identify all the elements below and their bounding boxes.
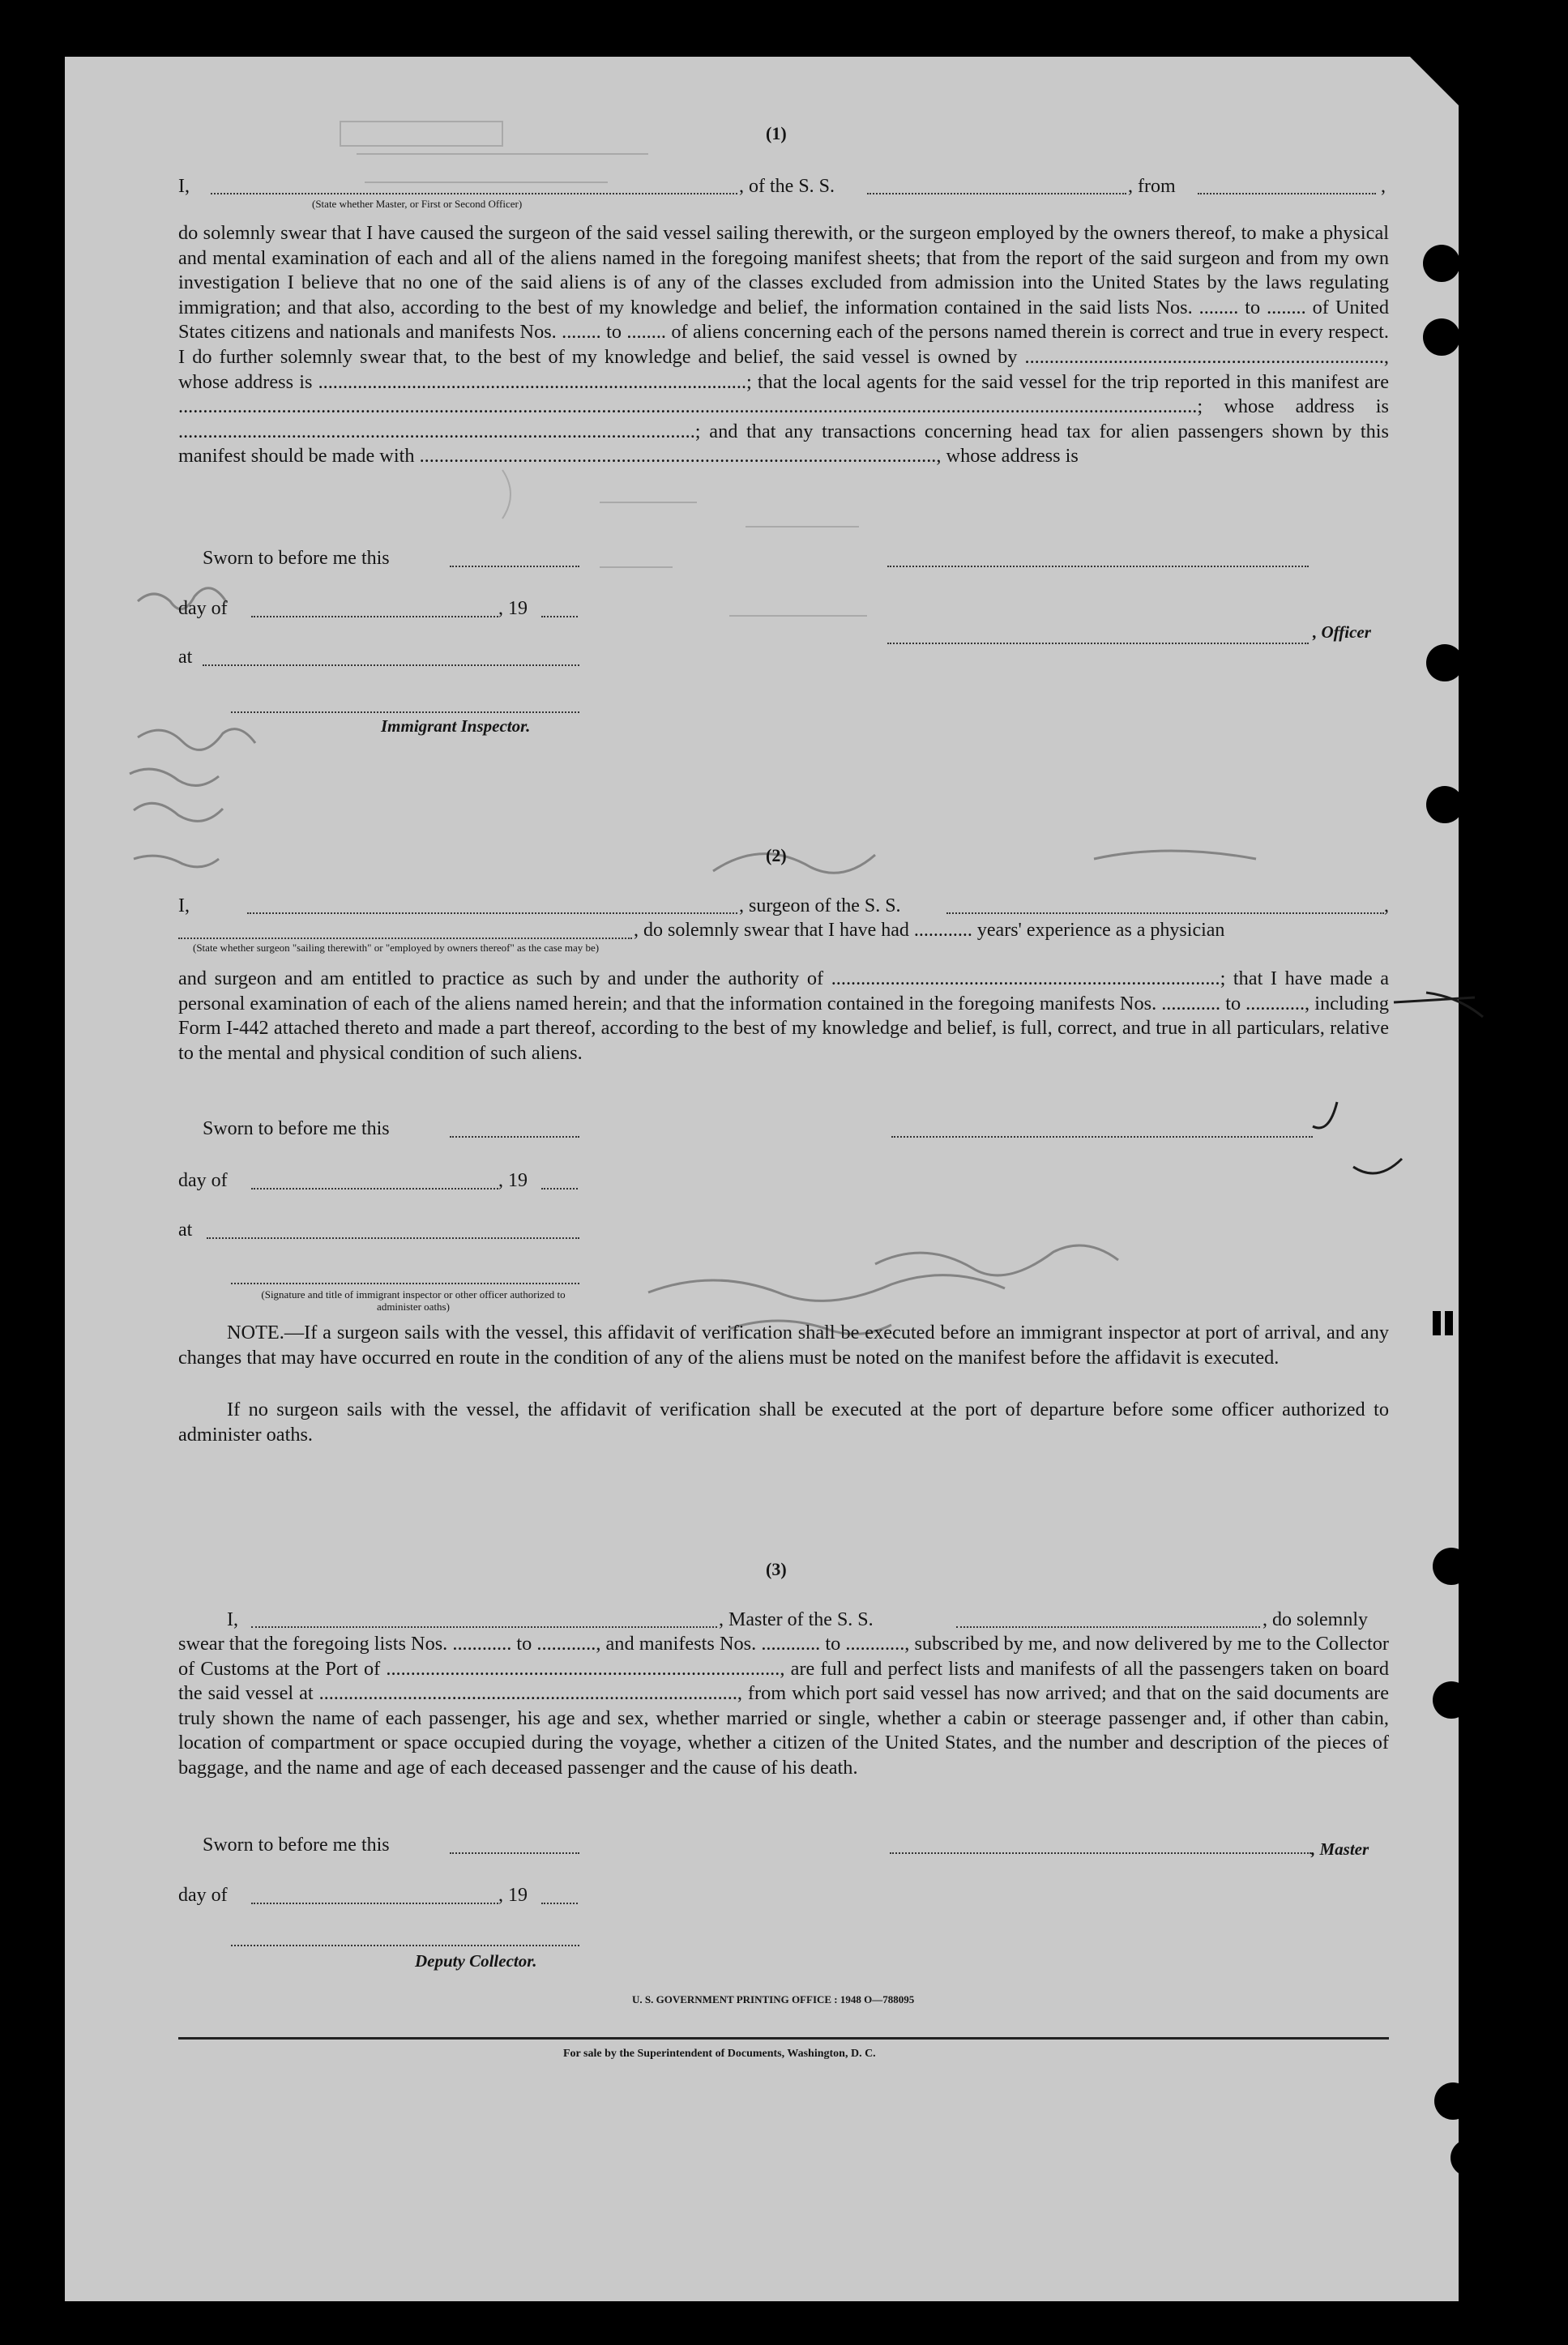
- surgeon-ship-field[interactable]: [946, 912, 1384, 914]
- immigrant-inspector-caption: Immigrant Inspector.: [381, 716, 531, 736]
- section-1-oath-text: do solemnly swear that I have caused the surgeon of the said vessel sailing therewith, or the surgeon employed by the owners thereof, to make a physical and mental examination of each and all of the aliens named in the foregoing manifest sheets; that from the report of the said surgeon and from my own investigation I believe that no one of the said aliens is of any of the classes excluded from admission into the United States by the laws regulating immigration; and that also, according to the best of my knowledge and belief, the information contained in the said lists Nos. ........ to ........ of United States citizens and nationals and manifests Nos. ........ to ........ of aliens concerning each of the persons named therein is correct and true in every respect. I do further solemnly swear that, to the best of my knowledge and belief, the said vessel is owned by ........................................................................., whose address is .......................................................................................; that the local agents for the said vessel for the trip reported in this manifest are ...............................................................................................................................................................................................................; whose address is .........................................................................................................; and that any transactions concerning head tax for alien passengers shown by this manifest should be made with ........................................................................................................., whose address is: [178, 222, 1389, 468]
- section-2-day-label: day of: [178, 1170, 228, 1191]
- section-1-from-label: , from: [1128, 176, 1176, 197]
- sworn-day-field[interactable]: [450, 566, 579, 567]
- signature-title-note: (Signature and title of immigrant inspector or other officer authorized to administer oaths): [261, 1288, 566, 1313]
- authorized-officer-signature-field[interactable]: [231, 1283, 579, 1284]
- surgeon-note-paragraph: NOTE.—If a surgeon sails with the vessel, this affidavit of verification shall be executed before an immigrant inspector at port of arrival, and any changes that may have occurred en route in the condition of any of the aliens must be noted on the manifest before the affidavit is executed.: [178, 1322, 1389, 1369]
- footer-rule: [178, 2037, 1389, 2040]
- master-ship-field[interactable]: [956, 1626, 1260, 1628]
- printing-office-imprint: U. S. GOVERNMENT PRINTING OFFICE : 1948 O—788095: [632, 1993, 915, 2005]
- surgeon-status-note: (State whether surgeon "sailing therewith" or "employed by owners thereof" as the case may be): [193, 942, 600, 954]
- surgeon-sworn-place-field[interactable]: [207, 1237, 579, 1239]
- section-1-year-label: , 19: [498, 598, 528, 619]
- section-2-year-label: , 19: [498, 1170, 528, 1191]
- section-2-comma: ,: [1384, 895, 1389, 916]
- section-2-sworn-label: Sworn to before me this: [203, 1118, 390, 1139]
- section-2-heading: (2): [766, 845, 787, 865]
- surgeon-name-field[interactable]: [247, 912, 737, 914]
- master-name-field[interactable]: [251, 1626, 717, 1628]
- section-3-master-ship-label: , Master of the S. S.: [719, 1609, 874, 1630]
- ship-name-field[interactable]: [867, 193, 1126, 194]
- surgeon-status-field[interactable]: [178, 938, 632, 939]
- officer-rank-note: (State whether Master, or First or Second Officer): [312, 198, 523, 210]
- sworn-month-field[interactable]: [251, 616, 498, 617]
- section-1-ship-label: , of the S. S.: [739, 176, 835, 197]
- master-sworn-month-field[interactable]: [251, 1903, 498, 1904]
- surgeon-signature-field[interactable]: [891, 1136, 1313, 1138]
- section-1-comma: ,: [1381, 176, 1386, 197]
- section-2-oath-text: and surgeon and am entitled to practice as such by and under the authority of ...............................................................................; that I have made a personal examination of each of the aliens named herein; and that the information contained in the foregoing manifests Nos. ............ to ............, including Form I-442 attached thereto and made a part thereof, according to the best of my knowledge and belief, is full, correct, and true in all particulars, relative to the mental and physical condition of such aliens.: [178, 967, 1389, 1064]
- inspector-signature-field[interactable]: [231, 711, 579, 713]
- collector-signature-field[interactable]: [231, 1945, 579, 1946]
- officer-title-field[interactable]: [887, 643, 1309, 644]
- section-2-line-start: I,: [178, 895, 190, 916]
- officer-caption: , Officer: [1313, 622, 1371, 642]
- officer-name-field[interactable]: [211, 193, 737, 194]
- section-3-day-label: day of: [178, 1885, 228, 1906]
- officer-signature-field[interactable]: [887, 566, 1309, 567]
- deputy-collector-caption: Deputy Collector.: [415, 1951, 537, 1971]
- section-3-solemnly-label: , do solemnly: [1263, 1609, 1368, 1630]
- section-2-experience-line: , do solemnly swear that I have had ............ years' experience as a physician: [634, 920, 1225, 941]
- section-3-heading: (3): [766, 1559, 787, 1579]
- surgeon-sworn-day-field[interactable]: [450, 1136, 579, 1138]
- section-3-year-label: , 19: [498, 1885, 528, 1906]
- section-1-day-label: day of: [178, 598, 228, 619]
- master-caption: , Master: [1311, 1839, 1369, 1859]
- surgeon-sworn-year-field[interactable]: [541, 1188, 578, 1190]
- section-1-at-label: at: [178, 647, 193, 668]
- section-2-surgeon-label: , surgeon of the S. S.: [739, 895, 901, 916]
- master-sworn-year-field[interactable]: [541, 1903, 578, 1904]
- section-3-sworn-label: Sworn to before me this: [203, 1835, 390, 1856]
- section-3-line-start: I,: [227, 1609, 238, 1630]
- sworn-year-field[interactable]: [541, 616, 578, 617]
- section-1-heading: (1): [766, 123, 787, 143]
- section-3-oath-text: swear that the foregoing lists Nos. ............ to ............, and manifests Nos. ............ to ............, subscribed by me, and now delivered by me to the Collector of Customs at the Port of ................................................................................, are full and perfect lists and manifests of all the passengers taken on board the said vessel at ....................................................................................., from which port said vessel has now arrived; and that on the said documents are truly shown the name of each passenger, his age and sex, whether married or single, whether a cabin or steerage passenger and, if other than cabin, location of compartment or space occupied during the voyage, whether a citizen of the United States, and the number and description of the pieces of baggage, and the name and age of each deceased passenger and the cause of his death.: [178, 1633, 1389, 1779]
- section-2-at-label: at: [178, 1219, 193, 1241]
- for-sale-imprint: For sale by the Superintendent of Documents, Washington, D. C.: [563, 2048, 876, 2060]
- surgeon-sworn-month-field[interactable]: [251, 1188, 498, 1190]
- no-surgeon-note-paragraph: If no surgeon sails with the vessel, the affidavit of verification shall be executed at the port of departure before some officer authorized to administer oaths.: [178, 1399, 1389, 1446]
- section-1-line-start: I,: [178, 176, 190, 197]
- departure-port-field[interactable]: [1198, 193, 1376, 194]
- section-1-sworn-label: Sworn to before me this: [203, 548, 390, 569]
- sworn-place-field[interactable]: [203, 664, 579, 666]
- master-signature-field[interactable]: [890, 1852, 1311, 1854]
- master-sworn-day-field[interactable]: [450, 1852, 579, 1854]
